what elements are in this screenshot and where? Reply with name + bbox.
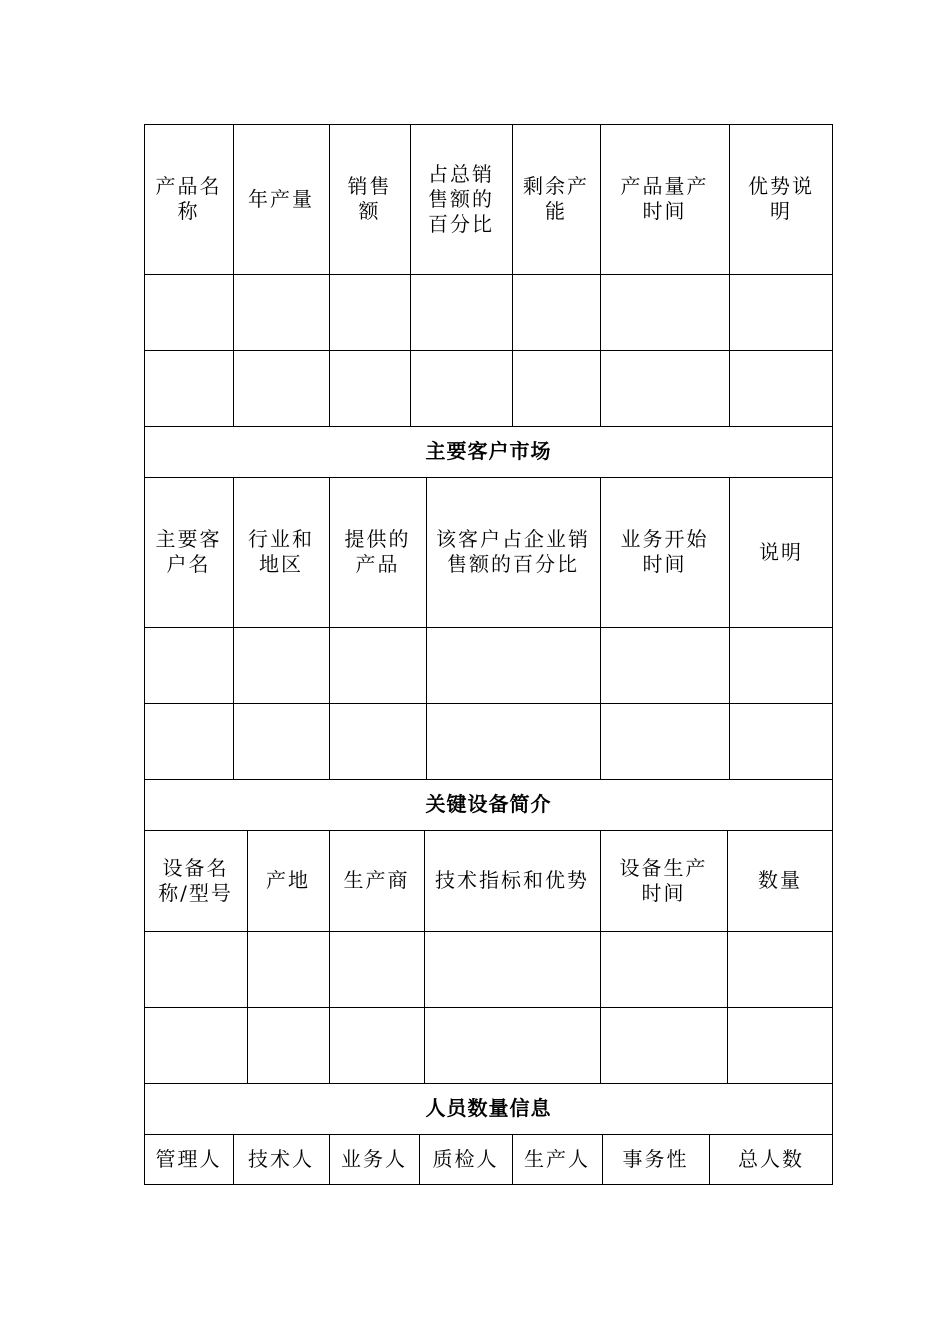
table-cell[interactable] (426, 627, 600, 703)
header-notes: 说明 (759, 539, 803, 564)
table-cell[interactable] (512, 274, 600, 350)
table-cell[interactable] (247, 931, 329, 1007)
header-production-staff: 生产人 (524, 1147, 590, 1171)
header-customer-sales-percentage: 该客户占企业销售额的百分比 (436, 527, 590, 576)
table-cell[interactable] (729, 274, 833, 350)
table-cell[interactable] (144, 703, 233, 779)
table-cell[interactable] (600, 274, 729, 350)
section-title-customer-market: 主要客户市场 (425, 439, 552, 463)
header-technical-staff: 技术人 (248, 1147, 314, 1171)
header-technical-specs: 技术指标和优势 (435, 868, 589, 892)
header-industry-region: 行业和地区 (248, 527, 314, 576)
header-products-provided: 提供的产品 (344, 527, 411, 576)
table-cell[interactable] (600, 703, 729, 779)
table-cell[interactable] (329, 703, 426, 779)
table-cell[interactable] (424, 1007, 600, 1083)
table-cell[interactable] (600, 350, 729, 426)
header-manufacturer: 生产商 (343, 868, 410, 892)
table-cell[interactable] (426, 703, 600, 779)
table-cell[interactable] (512, 350, 600, 426)
table-cell[interactable] (410, 274, 512, 350)
section-title-key-equipment: 关键设备简介 (425, 792, 552, 816)
header-administrative-staff: 事务性 (622, 1147, 689, 1171)
header-total-staff: 总人数 (738, 1147, 804, 1171)
table-cell[interactable] (729, 350, 833, 426)
header-sales: 销售额 (347, 174, 392, 223)
table-cell[interactable] (329, 931, 424, 1007)
table-cell[interactable] (144, 1007, 247, 1083)
table-cell[interactable] (600, 627, 729, 703)
table-cell[interactable] (233, 274, 329, 350)
company-info-table (144, 124, 833, 1185)
header-sales-percentage: 占总销售额的百分比 (428, 161, 494, 236)
header-customer-name: 主要客户名 (155, 527, 222, 576)
table-cell[interactable] (600, 931, 727, 1007)
table-cell[interactable] (410, 350, 512, 426)
header-product-name: 产品名称 (155, 174, 222, 223)
header-advantage-description: 优势说明 (748, 174, 814, 223)
table-cell[interactable] (329, 627, 426, 703)
header-mass-production-time: 产品量产时间 (620, 174, 709, 223)
table-cell[interactable] (144, 627, 233, 703)
table-cell[interactable] (600, 1007, 727, 1083)
table-cell[interactable] (233, 627, 329, 703)
table-cell[interactable] (329, 1007, 424, 1083)
table-cell[interactable] (729, 627, 833, 703)
table-cell[interactable] (144, 274, 233, 350)
header-remaining-capacity: 剩余产能 (523, 174, 589, 223)
header-management-staff: 管理人 (155, 1147, 222, 1171)
header-annual-output: 年产量 (248, 186, 314, 211)
table-cell[interactable] (424, 931, 600, 1007)
table-cell[interactable] (233, 350, 329, 426)
header-qc-staff: 质检人 (432, 1147, 499, 1171)
table-cell[interactable] (233, 703, 329, 779)
header-equipment-name-model: 设备名称/型号 (158, 855, 233, 905)
table-cell[interactable] (247, 1007, 329, 1083)
table-cell[interactable] (329, 350, 410, 426)
table-cell[interactable] (727, 1007, 833, 1083)
header-business-start-time: 业务开始时间 (620, 527, 709, 576)
header-equipment-production-time: 设备生产时间 (619, 855, 708, 905)
table-cell[interactable] (144, 931, 247, 1007)
header-origin: 产地 (266, 868, 310, 892)
table-cell[interactable] (144, 350, 233, 426)
table-cell[interactable] (729, 703, 833, 779)
table-cell[interactable] (329, 274, 410, 350)
table-cell[interactable] (727, 931, 833, 1007)
header-business-staff: 业务人 (341, 1147, 407, 1171)
section-title-staff-count: 人员数量信息 (425, 1096, 552, 1120)
header-quantity: 数量 (758, 868, 802, 892)
